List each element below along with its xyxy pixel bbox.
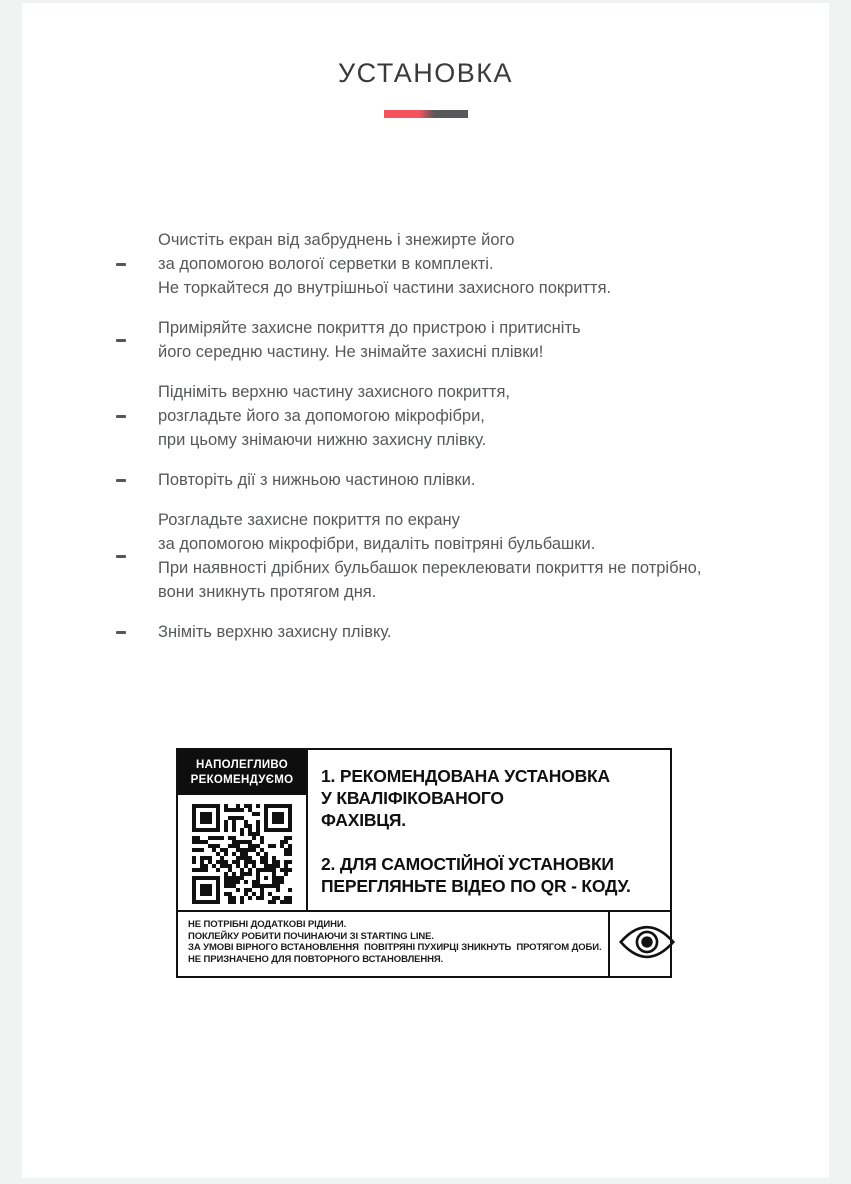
footnote-line: ЗА УМОВІ ВІРНОГО ВСТАНОВЛЕННЯ ПОВІТРЯНІ ПУХИРЦІ ЗНИКНУТЬ ПРОТЯГОМ ДОБИ.	[188, 942, 602, 954]
list-item	[112, 228, 802, 300]
dash-bullet-icon	[116, 479, 126, 482]
dash-bullet-icon	[116, 263, 126, 266]
step-text-line: за допомогою мікрофібри, видаліть повітряні бульбашки.	[158, 535, 596, 553]
page-title: УСТАНОВКА	[337, 58, 514, 88]
step-text-line: Зніміть верхню захисну плівку.	[158, 623, 392, 641]
recommendation-item: 2. ДЛЯ САМОСТІЙНОЇ УСТАНОВКИ ПЕРЕГЛЯНЬТЕ ВІДЕО ПО QR - КОДУ.	[321, 854, 631, 896]
list-item	[112, 508, 802, 604]
step-text-line: Підніміть верхню частину захисного покриття,	[158, 383, 511, 401]
step-text-line: При наявності дрібних бульбашок переклеювати покриття не потрібно,	[158, 559, 702, 577]
qr-code	[192, 804, 292, 904]
footnote-line: ПОКЛЕЙКУ РОБИТИ ПОЧИНАЮЧИ ЗІ STARTING LINE.	[188, 930, 434, 942]
title-accent-bar	[384, 110, 468, 118]
strongly-recommend-banner	[178, 750, 306, 795]
recommendation-item: 1. РЕКОМЕНДОВАНА УСТАНОВКА У КВАЛІФІКОВАНОГО ФАХІВЦЯ.	[321, 766, 610, 830]
dash-bullet-icon	[116, 555, 126, 558]
step-text-line: Очистіть екран від забруднень і знежирте його	[158, 231, 515, 249]
step-text-line: розгладьте його за допомогою мікрофібри,	[158, 407, 485, 425]
banner-line: РЕКОМЕНДУЄМО	[190, 773, 294, 786]
step-text-line: при цьому знімаючи нижню захисну плівку.	[158, 431, 487, 449]
dash-bullet-icon	[116, 415, 126, 418]
list-item	[112, 468, 802, 492]
step-text-line: за допомогою вологої серветки в комплекті.	[158, 255, 494, 273]
dash-bullet-icon	[116, 339, 126, 342]
step-text-line: його середню частину. Не знімайте захисні плівки!	[158, 343, 544, 361]
footnote-line: НЕ ПРИЗНАЧЕНО ДЛЯ ПОВТОРНОГО ВСТАНОВЛЕННЯ.	[188, 953, 444, 965]
list-item	[112, 316, 802, 364]
list-item	[112, 380, 802, 452]
eye-icon	[619, 924, 675, 965]
step-text-line: Приміряйте захисне покриття до пристрою і притисніть	[158, 319, 581, 337]
list-item	[112, 620, 802, 644]
banner-line: НАПОЛЕГЛИВО	[196, 758, 288, 771]
footnote-line: НЕ ПОТРІБНІ ДОДАТКОВІ РІДИНИ.	[188, 919, 347, 930]
step-text-line: Не торкайтеся до внутрішньої частини захисного покриття.	[158, 279, 612, 297]
step-text-line: Повторіть дії з нижньою частиною плівки.	[158, 471, 476, 489]
step-text-line: вони зникнуть протягом дня.	[158, 583, 377, 601]
recommendation-box	[176, 748, 672, 978]
step-text-line: Розгладьте захисне покриття по екрану	[158, 511, 460, 529]
dash-bullet-icon	[116, 631, 126, 634]
instruction-card	[22, 3, 829, 1178]
footnotes	[178, 912, 608, 976]
installation-steps-list	[112, 228, 802, 660]
